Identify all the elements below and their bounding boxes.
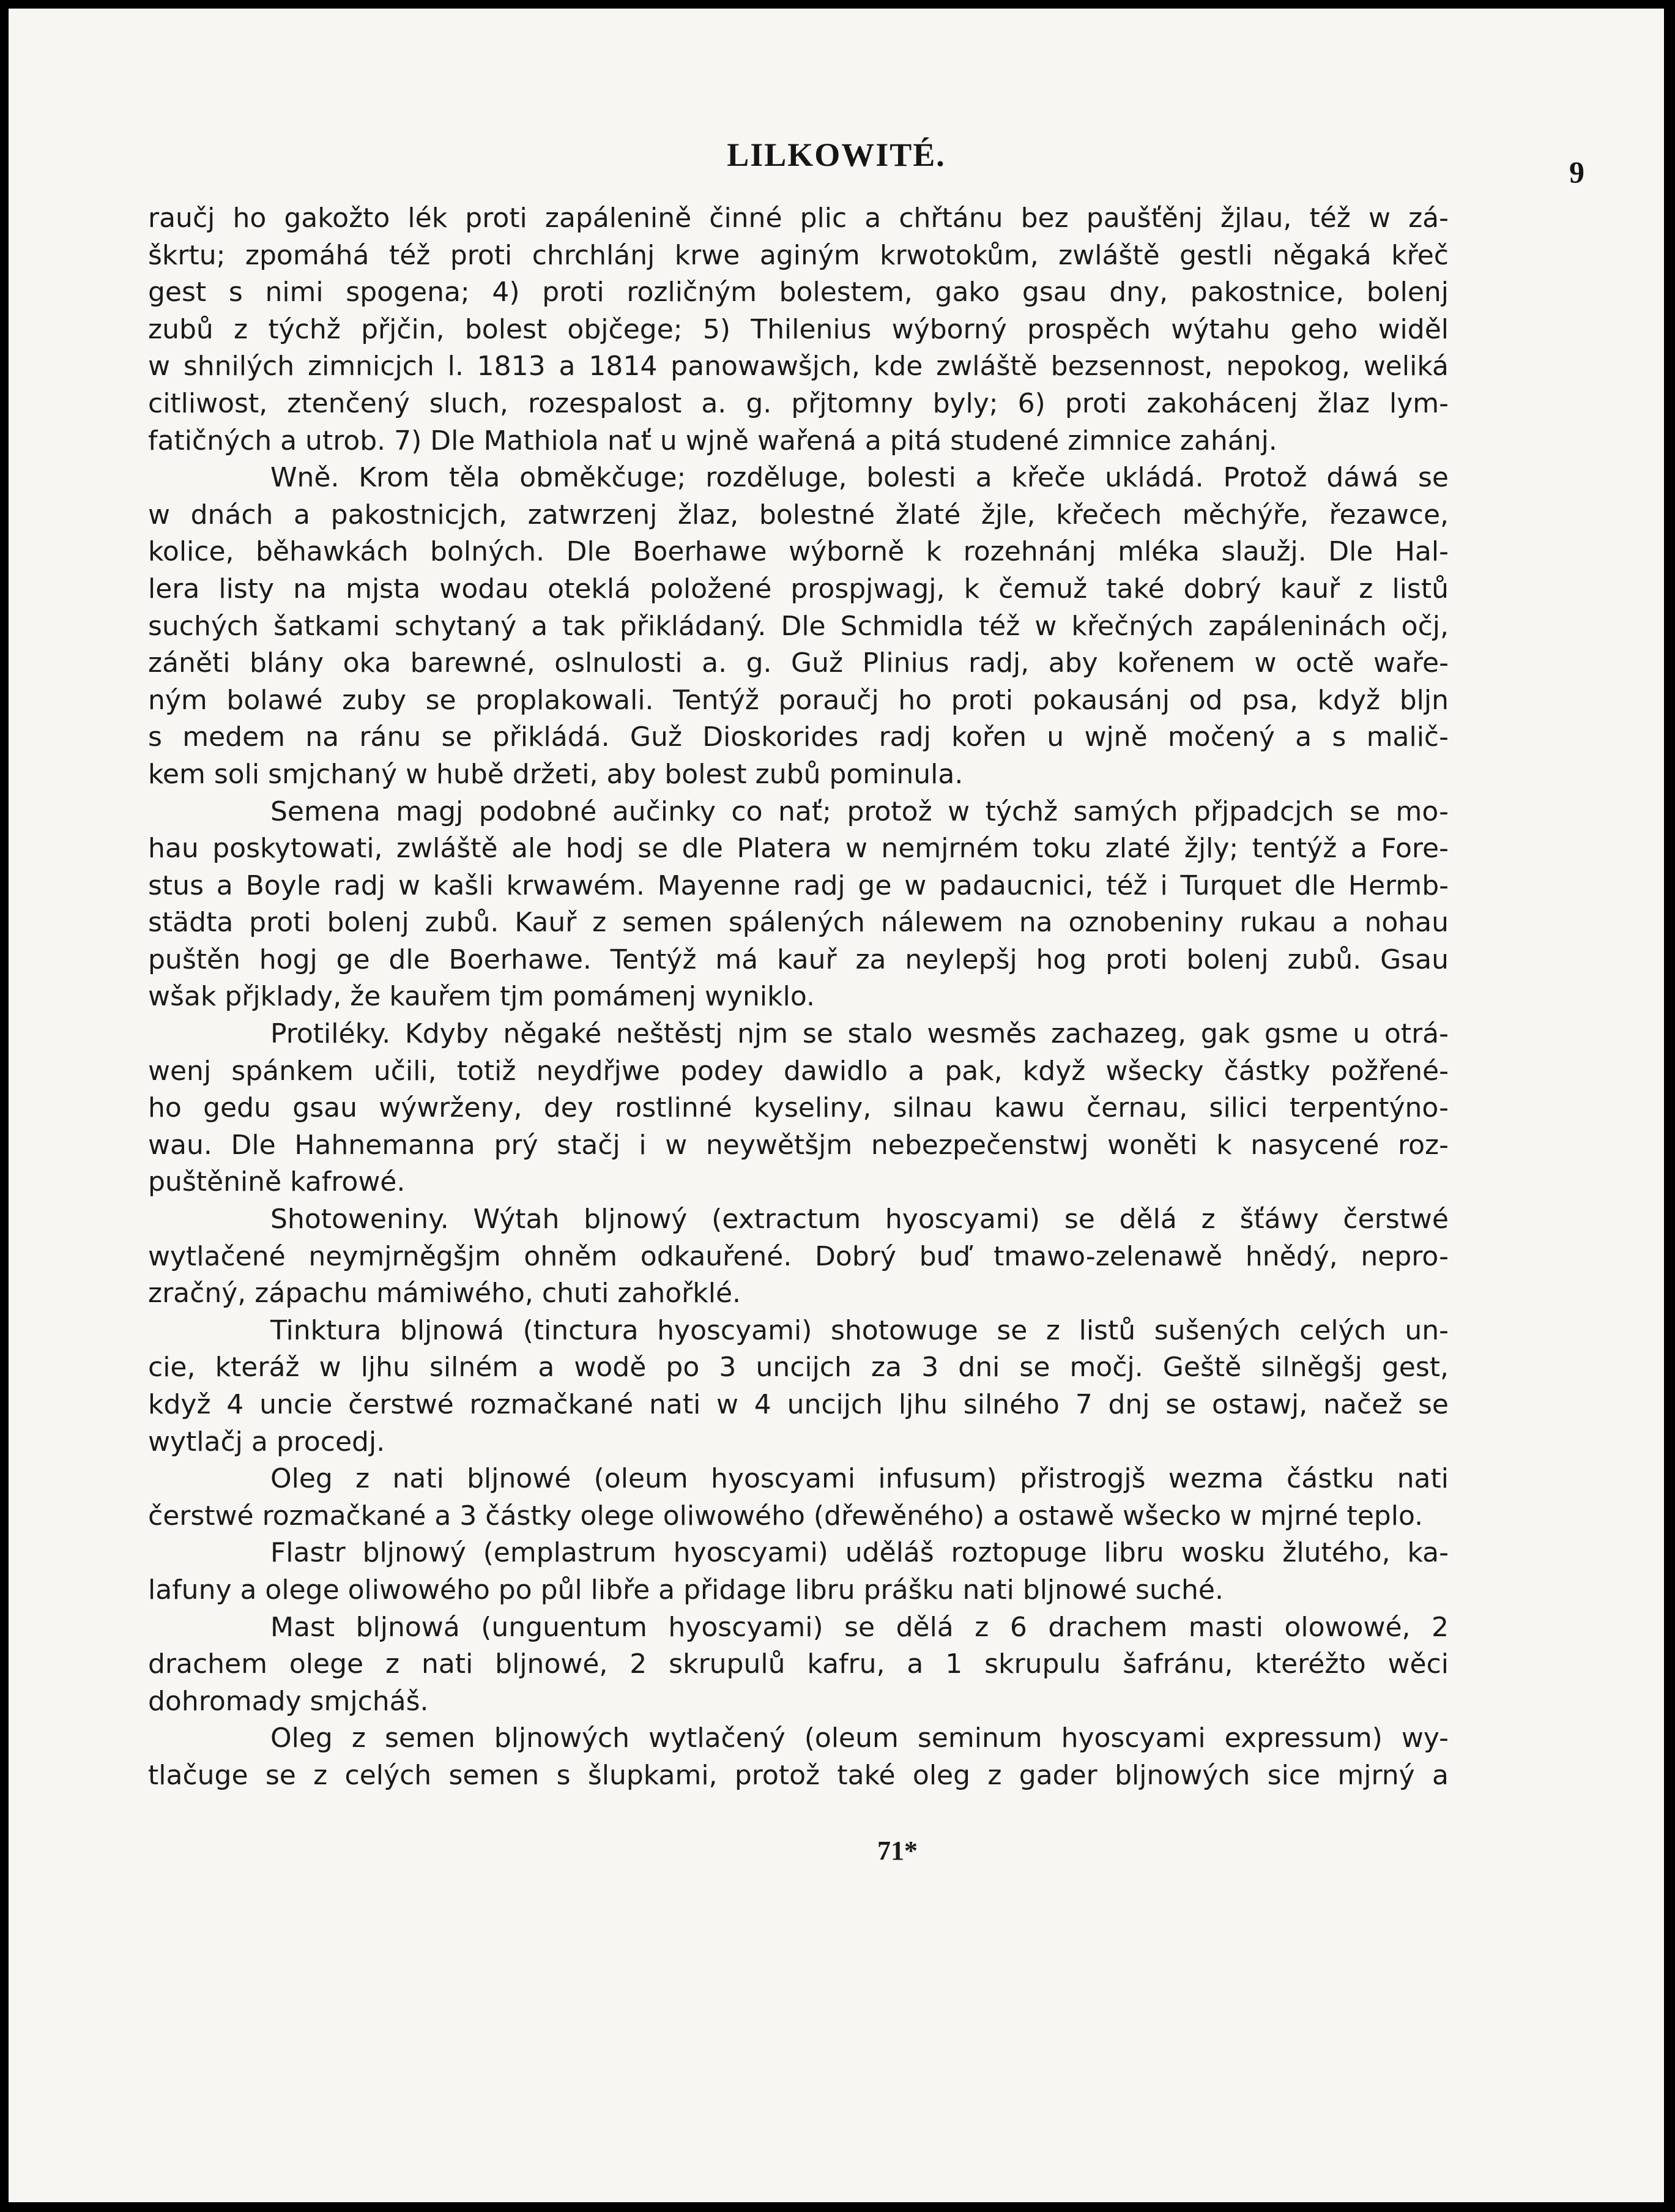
text-line: lafuny a olege oliwowého po půl libře a přidage libru prášku nati bljnowé suché.	[148, 1574, 1224, 1606]
text-line: Flastr bljnowý (emplastrum hyoscyami) uděláš roztopuge libru wosku žlutého, ka-	[270, 1537, 1449, 1569]
text-line: čerstwé rozmačkané a 3 částky olege oliwowého (dřewěného) a ostawě wšecko w mjrné teplo.	[148, 1500, 1424, 1532]
text-line: Wně. Krom těla obměkčuge; rozděluge, bolesti a křeče ukládá. Protož dáwá se	[270, 462, 1449, 494]
text-line: wšak přjklady, že kauřem tjm pomámenj wyniklo.	[148, 981, 815, 1013]
text-line: wau. Dle Hahnemanna prý stačj i w neywětšjm nebezpečenstwj woněti k nasycené roz-	[148, 1129, 1449, 1161]
text-line: záněti blány oka barewné, oslnulosti a. g. Guž Plinius radj, aby kořenem w octě waře-	[148, 647, 1449, 679]
text-line: hau poskytowati, zwláště ale hodj se dle Platera w nemjrném toku zlaté žjly; tentýž a Fore-	[148, 833, 1449, 865]
page-number: 9	[1569, 155, 1584, 189]
text-line: ho gedu gsau wýwrženy, dey rostlinné kyseliny, silnau kawu černau, silici terpentýno-	[148, 1092, 1449, 1124]
text-line: gest s nimi spogena; 4) proti rozličným bolestem, gako gsau dny, pakostnice, bolenj	[148, 277, 1449, 308]
text-line: wenj spánkem učili, totiž neydřjwe podey dawidlo a pak, když wšecky částky požřené-	[148, 1055, 1449, 1087]
text-line: Protiléky. Kdyby něgaké neštěstj njm se stalo wesměs zachazeg, gak gsme u otrá-	[270, 1018, 1449, 1050]
text-line: zračný, zápachu mámiwého, chuti zahořklé.	[148, 1278, 741, 1309]
text-line: kolice, běhawkách bolných. Dle Boerhawe wýborně k rozehnánj mléka slaužj. Dle Hal-	[148, 536, 1449, 568]
text-line: Shotoweniny. Wýtah bljnowý (extractum hyoscyami) se dělá z šťáwy čerstwé	[270, 1204, 1449, 1235]
text-line: Mast bljnowá (unguentum hyoscyami) se dělá z 6 drachem masti olowowé, 2	[270, 1611, 1449, 1643]
text-line: kem soli smjchaný w hubě držeti, aby bolest zubů pominula.	[148, 758, 964, 790]
text-line: zubů z týchž přjčin, bolest objčege; 5) Thilenius wýborný prospěch wýtahu geho widěl	[148, 313, 1449, 345]
text-line: cie, kteráž w ljhu silném a wodě po 3 uncijch za 3 dni se močj. Geště silněgšj gest,	[148, 1352, 1449, 1383]
text-line: puštěnině kafrowé.	[148, 1166, 406, 1198]
text-line: Semena magj podobné aučinky co nať; protož w týchž samých přjpadcjch se mo-	[270, 795, 1449, 827]
text-line: stus a Boyle radj w kašli krwawém. Mayenne radj ge w padaucnici, též i Turquet dle Hermb-	[148, 870, 1449, 901]
book-page	[9, 9, 1664, 2202]
text-line: když 4 uncie čerstwé rozmačkané nati w 4 uncijch ljhu silného 7 dnj se ostawj, načež se	[148, 1389, 1449, 1420]
text-line: raučj ho gakožto lék proti zapálenině činné plic a chřtánu bez paušťěnj žjlau, též w zá-	[148, 203, 1449, 234]
text-line: drachem olege z nati bljnowé, 2 skrupulů kafru, a 1 skrupulu šafránu, kteréžto wěci	[148, 1648, 1449, 1680]
text-line: lera listy na mjsta wodau oteklá položené prospjwagj, k čemuž také dobrý kauř z listů	[148, 573, 1449, 605]
text-line: wytlačené neymjrněgšjm ohněm odkauřené. Dobrý buď tmawo-zelenawě hnědý, nepro-	[148, 1240, 1449, 1272]
text-line: tlačuge se z celých semen s šlupkami, protož také oleg z gader bljnowých sice mjrný a	[148, 1759, 1449, 1791]
printer-signature: 71*	[877, 1836, 918, 1866]
text-line: w shnilých zimnicjch l. 1813 a 1814 panowawšjch, kde zwláště bezsennost, nepokog, weliká	[148, 351, 1449, 382]
text-line: Oleg z semen bljnowých wytlačený (oleum seminum hyoscyami expressum) wy-	[270, 1722, 1449, 1754]
body-text	[148, 200, 1449, 1795]
text-line: s medem na ránu se přikládá. Guž Dioskorides radj kořen u wjně močený a s malič-	[148, 721, 1449, 753]
running-head: LILKOWITÉ.	[727, 136, 946, 173]
text-line: Tinktura bljnowá (tinctura hyoscyami) shotowuge se z listů sušených celých un-	[270, 1314, 1449, 1346]
text-line: wytlačj a procedj.	[148, 1426, 385, 1458]
text-line: städta proti bolenj zubů. Kauř z semen spálených nálewem na oznobeniny rukau a nohau	[148, 907, 1449, 939]
text-line: dohromady smjcháš.	[148, 1685, 429, 1717]
text-line: w dnách a pakostnicjch, zatwrzenj žlaz, bolestné žlaté žjle, křečech měchýře, řezawce,	[148, 499, 1449, 531]
text-line: puštěn hogj ge dle Boerhawe. Tentýž má kauř za neylepšj hog proti bolenj zubů. Gsau	[148, 944, 1449, 975]
text-line: citliwost, ztenčený sluch, rozespalost a. g. přjtomny byly; 6) proti zakohácenj žlaz lym-	[148, 387, 1449, 419]
text-line: škrtu; zpomáhá též proti chrchlánj krwe aginým krwotokům, zwláště gestli něgaká křeč	[148, 239, 1449, 271]
text-line: Oleg z nati bljnowé (oleum hyoscyami infusum) přistrogjš wezma částku nati	[270, 1463, 1449, 1495]
text-line: ným bolawé zuby se proplakowali. Tentýž poraučj ho proti pokausánj od psa, když bljn	[148, 684, 1449, 716]
text-line: suchých šatkami schytaný a tak přikládaný. Dle Schmidla též w křečných zapáleninách očj,	[148, 610, 1449, 642]
text-line: fatičných a utrob. 7) Dle Mathiola nať u wjně wařená a pitá studené zimnice zahánj.	[148, 425, 1277, 456]
